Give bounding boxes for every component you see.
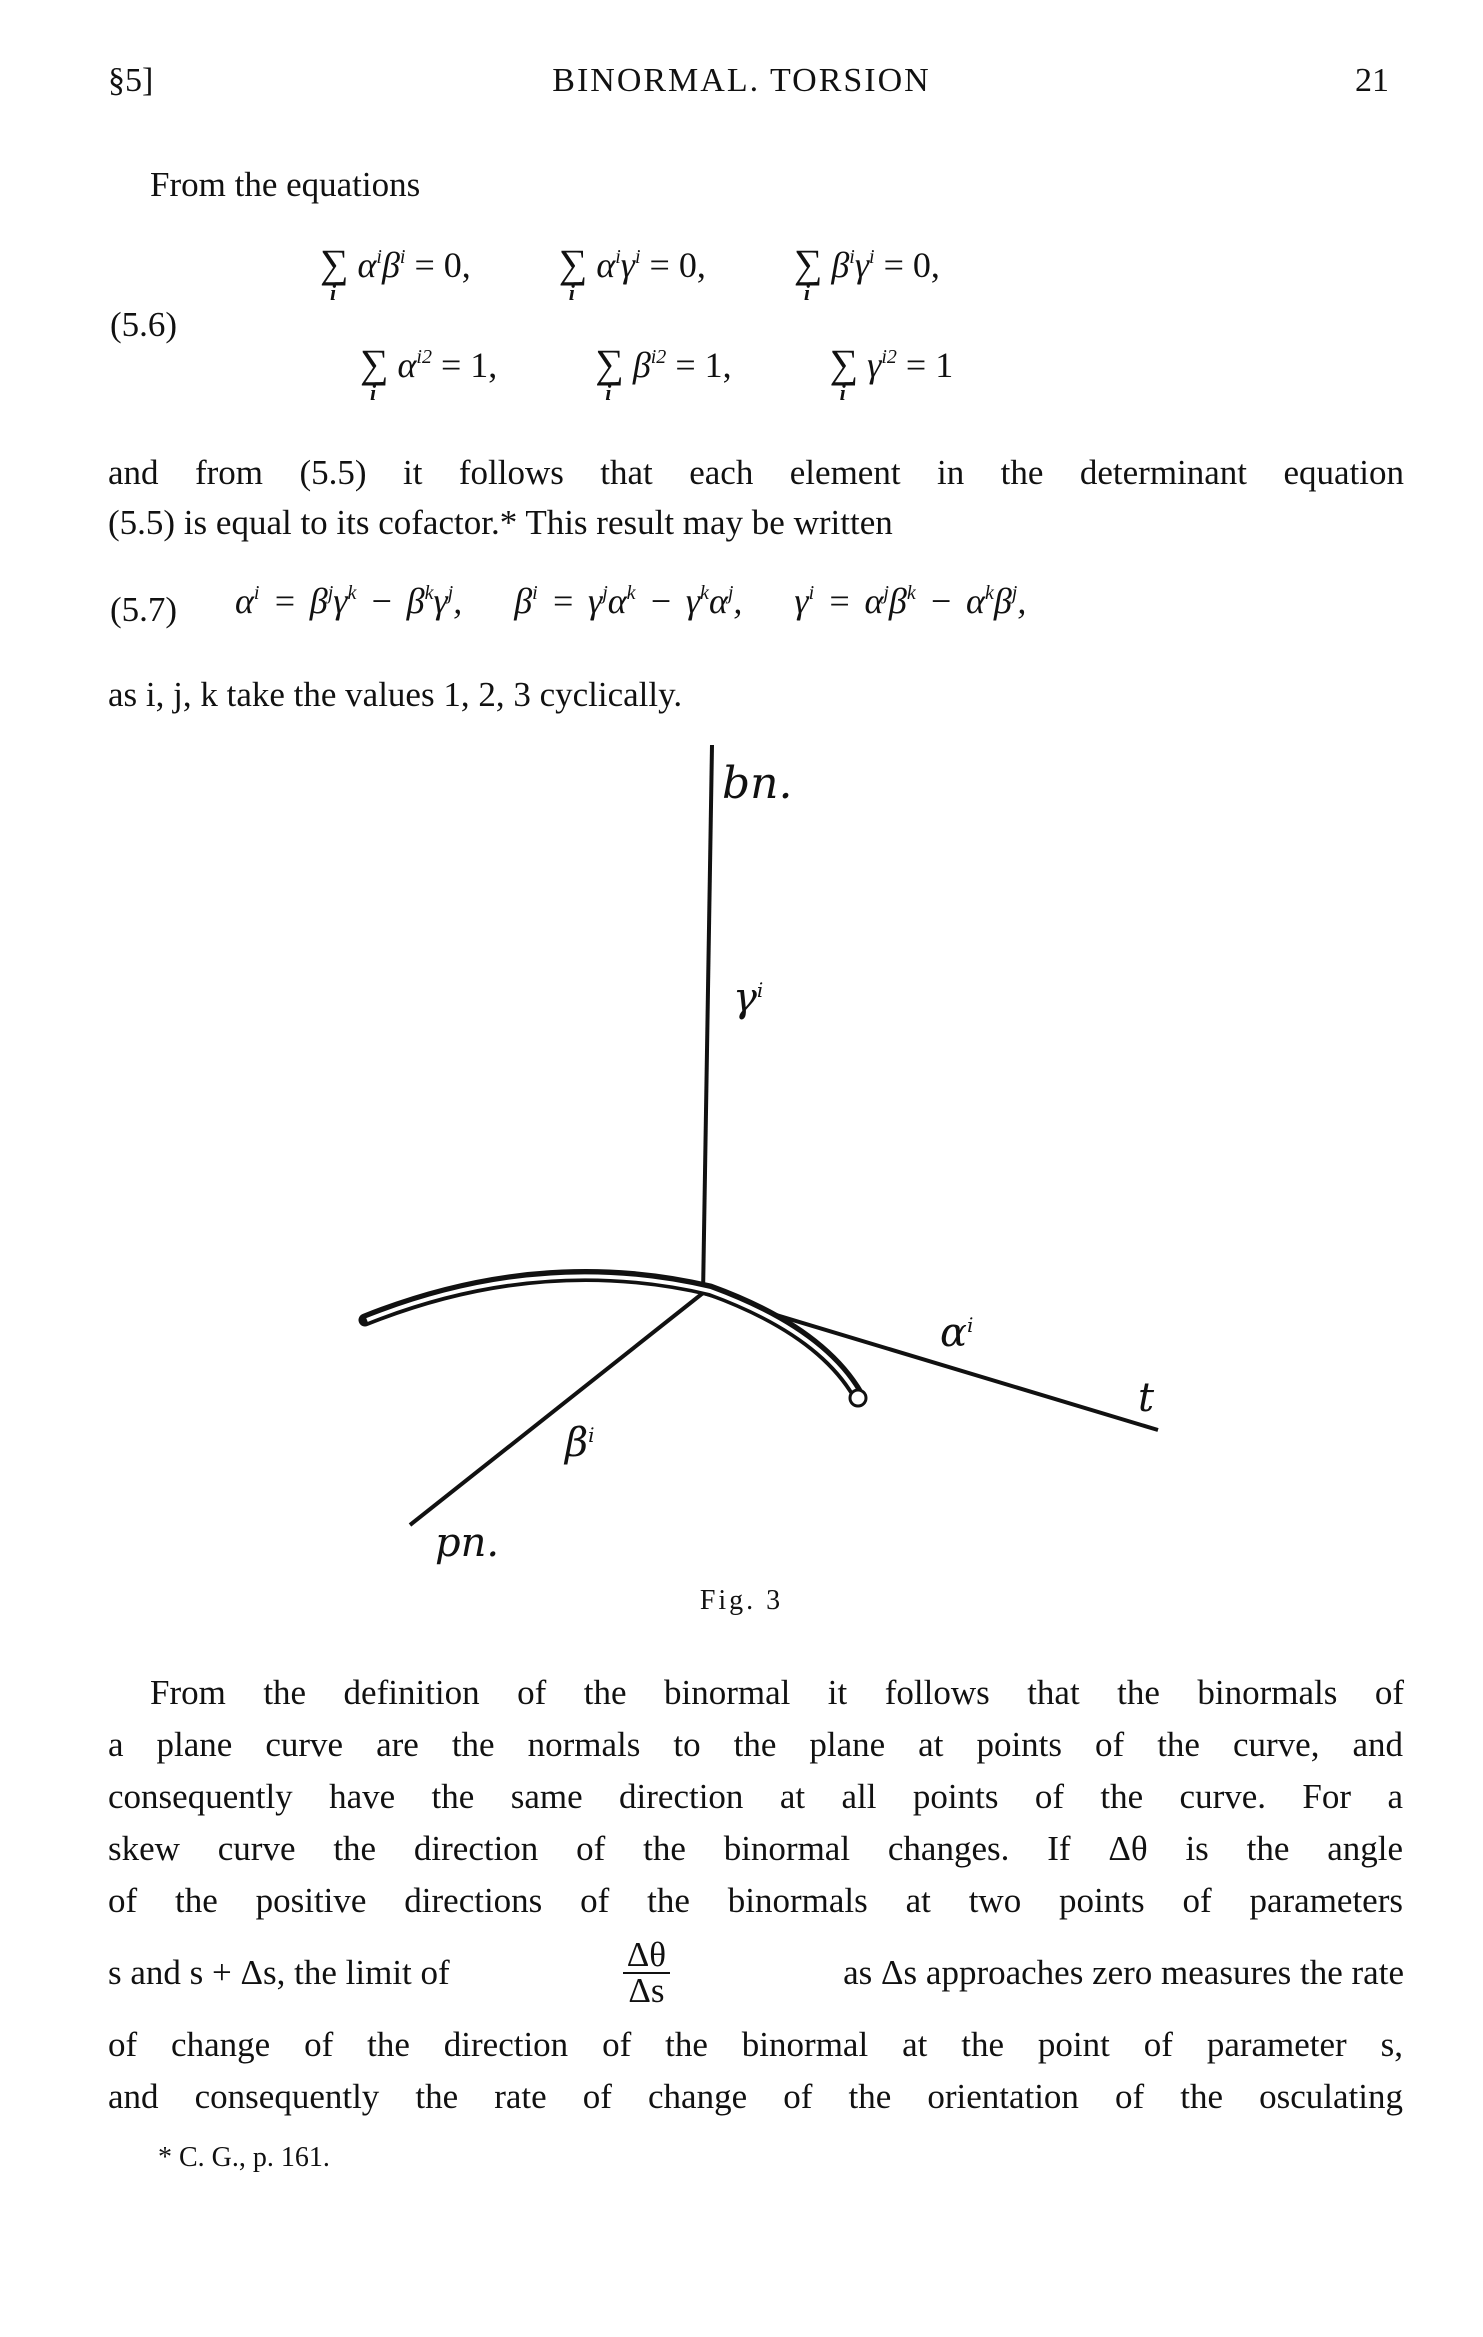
section-marker: §5] xyxy=(108,62,154,99)
figure-caption: Fig. 3 xyxy=(699,1585,784,1616)
paragraph-line: and from (5.5) it follows that each element in the determinant equation xyxy=(108,453,1404,492)
sum-symbol: ∑ i xyxy=(360,341,389,405)
paragraph-line: consequently have the same direction at all points of the curve. For a xyxy=(108,1777,1403,1816)
delta-theta-over-delta-s: $\frac{\Delta\theta}{\Delta s}$ xyxy=(623,1938,670,2008)
equation-5-6-row-2: ∑ i $\alpha^{i2} = 1$, ∑ i $\beta^{i2} = 1$, ∑ i $\gamma^{i2} = 1$ xyxy=(360,341,954,405)
paragraph-line: (5.5) is equal to its cofactor.* This result may be written xyxy=(108,503,893,542)
binormal-axis xyxy=(703,745,712,1295)
paragraph-line: and consequently the rate of change of the orientation of the osculating xyxy=(108,2077,1403,2116)
paragraph-line: of the positive directions of the binormals at two points of parameters xyxy=(108,1881,1403,1920)
sum-symbol: ∑ i xyxy=(793,241,823,305)
paragraph-line: skew curve the direction of the binormal changes. If Δθ is the angle xyxy=(108,1829,1403,1868)
principal-normal-axis xyxy=(410,1293,703,1525)
equation-5-7: $\alpha^i = \beta^j\gamma^k - \beta^k\gamma^j$, $\beta^i = \gamma^j\alpha^k - \gamma^k\alpha^j$, $\gamma^i = \alpha^j\beta^k - \alpha^k\beta^j$, xyxy=(235,581,1027,621)
page-title: BINORMAL. TORSION xyxy=(552,62,931,99)
limit-line: s and s + Δs, the limit of $\frac{\Delta\theta}{\Delta s}$ as Δs approaches zero measures the rate xyxy=(108,1935,1404,2010)
bn-label: bn. xyxy=(722,758,793,809)
alpha-label: $\alpha^i$ xyxy=(940,1310,974,1356)
equation-5-6-row-1: ∑ i $\alpha^i\beta^i = 0$, ∑ i $\alpha^i\gamma^i = 0$, ∑ i $\beta^i\gamma^i = 0$, xyxy=(320,241,940,305)
paragraph-line: of change of the direction of the binormal at the point of parameter s, xyxy=(108,2025,1403,2064)
equation-number-5-6: (5.6) xyxy=(110,305,178,344)
t-label: t xyxy=(1138,1375,1155,1421)
curve xyxy=(365,1275,858,1395)
sum-symbol: ∑ i xyxy=(829,341,859,405)
curve-highlight xyxy=(367,1276,856,1393)
paragraph-line: From the definition of the binormal it follows that the binormals of xyxy=(150,1673,1404,1712)
pn-label: pn. xyxy=(435,1520,500,1566)
paragraph-line: a plane curve are the normals to the plane at points of the curve, and xyxy=(108,1725,1403,1764)
curve-endpoint xyxy=(850,1390,866,1406)
footnote: * C. G., p. 161. xyxy=(158,2142,330,2173)
sum-symbol: ∑ i xyxy=(320,241,349,305)
equation-number-5-7: (5.7) xyxy=(110,590,178,629)
sum-symbol: ∑ i xyxy=(558,241,588,305)
intro-text: From the equations xyxy=(150,165,421,204)
sum-symbol: ∑ i xyxy=(595,341,624,405)
paragraph-line: as i, j, k take the values 1, 2, 3 cyclically. xyxy=(108,675,683,714)
gamma-label: $\gamma^i$ xyxy=(733,975,764,1021)
beta-label: $\beta^i$ xyxy=(565,1420,595,1466)
page-number: 21 xyxy=(1355,62,1389,99)
